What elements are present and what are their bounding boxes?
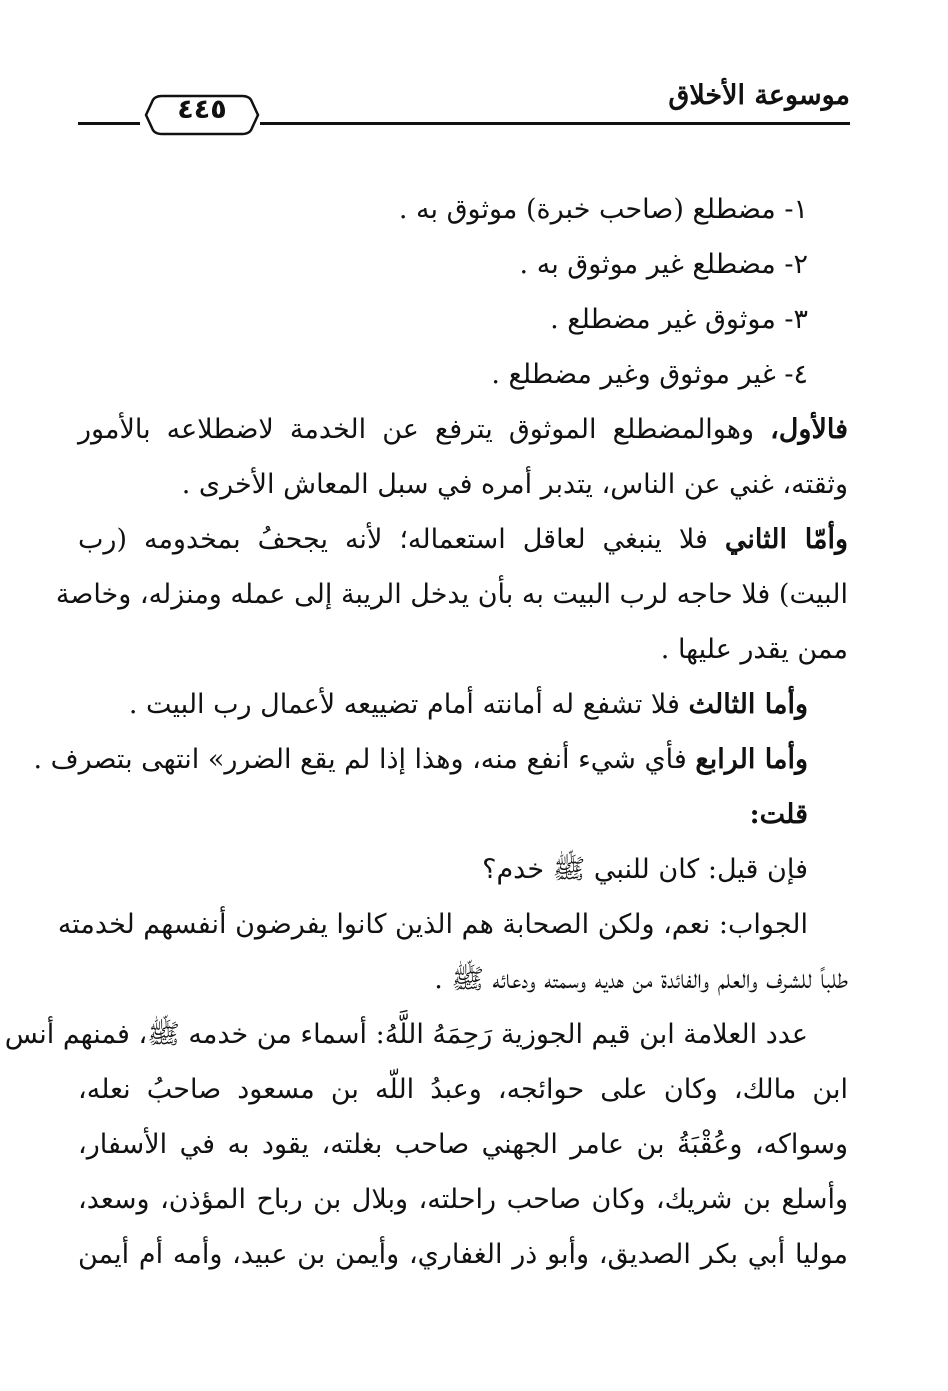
page-number: ٤٤٥ bbox=[177, 94, 227, 125]
paragraph-line: طلباً للشرف والعلم والفائدة من هديه وسمته ودعائه ﷺ . bbox=[434, 964, 848, 995]
paragraph-text: فلا تشفع له أمانته أمام تضييعه لأعمال رب البيت . bbox=[128, 689, 689, 720]
paragraph-line: البيت) فلا حاجه لرب البيت به بأن يدخل الريبة إلى عمله ومنزله، وخاصة bbox=[55, 579, 848, 610]
section-heading: قلت: bbox=[749, 799, 808, 830]
list-item: ١- مضطلع (صاحب خبرة) موثوق به . bbox=[398, 194, 808, 225]
paragraph-lead: فالأول، bbox=[770, 414, 848, 445]
paragraph-line: الجواب: نعم، ولكن الصحابة هم الذين كانوا يفرضون أنفسهم لخدمته bbox=[57, 909, 808, 940]
paragraph-line: ممن يقدر عليها . bbox=[660, 634, 848, 665]
paragraph-lead: وأما الثالث bbox=[688, 689, 808, 720]
paragraph-line: عدد العلامة ابن قيم الجوزية رَحِمَهُ اللَّهُ: أسماء من خدمه ﷺ، فمنهم أنس bbox=[4, 1019, 808, 1050]
page-number-frame bbox=[142, 90, 262, 140]
paragraph-line: وسواكه، وعُقْبَةُ بن عامر الجهني صاحب بغلته، يقود به في الأسفار، bbox=[78, 1129, 848, 1160]
paragraph-line bbox=[78, 402, 848, 457]
paragraph-line bbox=[33, 732, 848, 787]
list-item: ٢- مضطلع غير موثوق به . bbox=[519, 249, 808, 280]
list-item: ٤- غير موثوق وغير مضطلع . bbox=[491, 359, 808, 390]
paragraph-line bbox=[78, 512, 848, 567]
paragraph-text: فأي شيء أنفع منه، وهذا إذا لم يقع الضرر» انتهى بتصرف . bbox=[33, 744, 696, 775]
paragraph-text: وهوالمضطلع الموثوق يترفع عن الخدمة لاضطلاعه بالأمور bbox=[78, 414, 771, 445]
paragraph-line: ابن مالك، وكان على حوائجه، وعبدُ اللّه بن مسعود صاحبُ نعله، bbox=[78, 1074, 848, 1105]
paragraph-line: وثقته، غني عن الناس، يتدبر أمره في سبل المعاش الأخرى . bbox=[181, 469, 848, 500]
page-header bbox=[78, 72, 850, 132]
page-body bbox=[4, 182, 849, 1282]
paragraph-line bbox=[78, 677, 848, 732]
header-rule-left bbox=[78, 122, 140, 125]
header-rule bbox=[260, 122, 850, 125]
list-item: ٣- موثوق غير مضطلع . bbox=[550, 304, 808, 335]
paragraph-line: موليا أبي بكر الصديق، وأبو ذر الغفاري، وأيمن بن عبيد، وأمه أم أيمن bbox=[78, 1239, 848, 1270]
paragraph-lead: وأمّا الثاني bbox=[724, 524, 849, 555]
paragraph-text: فلا ينبغي لعاقل استعماله؛ لأنه يجحفُ بمخدومه (رب bbox=[78, 524, 725, 555]
running-title: موسوعة الأخلاق bbox=[668, 80, 850, 111]
paragraph-line: فإن قيل: كان للنبي ﷺ خدم؟ bbox=[482, 854, 808, 885]
paragraph-lead: وأما الرابع bbox=[695, 744, 808, 775]
paragraph-line: وأسلع بن شريك، وكان صاحب راحلته، وبلال بن رباح المؤذن، وسعد، bbox=[78, 1184, 848, 1215]
